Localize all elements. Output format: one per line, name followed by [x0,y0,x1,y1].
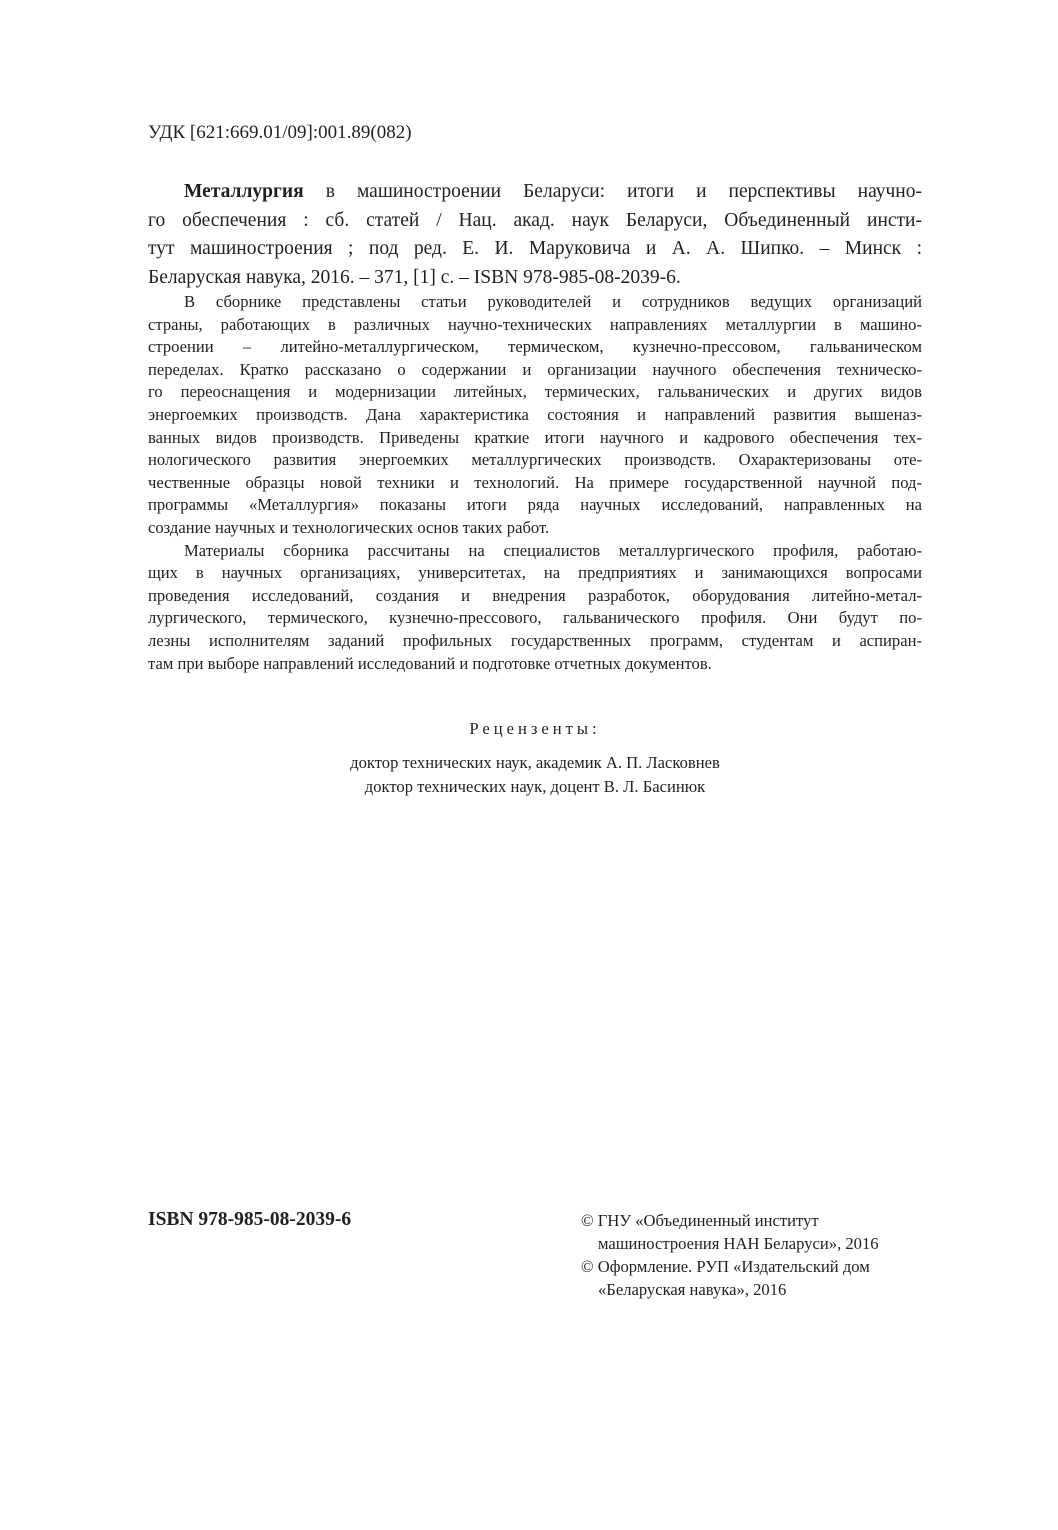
biblio-line-3: тут машиностроения ; под ред. Е. И. Маруковича и А. А. Шипко. – Минск : [148,238,922,259]
annotation-line: там при выборе направлений исследований и подготовке отчетных документов. [148,653,712,673]
annotation-line: Материалы сборника рассчитаны на специалистов металлургического профиля, работаю- [184,540,922,560]
annotation-line: страны, работающих в различных научно-технических направлениях металлургии в машино- [148,314,922,334]
reviewers-block [148,717,922,799]
book-title: Металлургия [184,181,304,202]
annotation-line: переделах. Кратко рассказано о содержании и организации научного обеспечения техническо- [148,359,922,379]
copyright-line-3: © Оформление. РУП «Издательский дом [581,1257,870,1276]
biblio-line-4: Беларуская навука, 2016. – 371, [1] с. – ISBN 978-985-08-2039-6. [148,266,681,288]
copyright-line-2: машиностроения НАН Беларуси», 2016 [598,1234,879,1253]
reviewer-1: доктор технических наук, академик А. П. Ласковнев [350,753,720,772]
copyright-line-1: © ГНУ «Объединенный институт [581,1211,819,1230]
udk-code: УДК [621:669.01/09]:001.89(082) [148,122,412,143]
annotation-line: щих в научных организациях, университетах, на предприятиях и занимающихся вопросами [148,563,922,583]
reviewers-heading: Рецензенты: [469,719,601,738]
annotation-line: проведения исследований, создания и внедрения разработок, оборудования литейно-метал- [148,585,922,605]
biblio-line-1-text: в машиностроении Беларуси: итоги и перспективы научно- [303,181,922,202]
annotation-line: В сборнике представлены статьи руководителей и сотрудников ведущих организаций [184,292,922,311]
annotation-line: лезны исполнителям заданий профильных государственных программ, студентам и аспиран- [148,630,922,650]
copyright-block [581,1209,879,1301]
biblio-line-2: го обеспечения : сб. статей / Нац. акад. наук Беларуси, Объединенный инсти- [148,209,922,231]
annotation-line: го переоснащения и модернизации литейных, термических, гальванических и других видов [148,382,922,402]
annotation-line: создание научных и технологических основ таких работ. [148,517,550,537]
biblio-line-1 [148,178,922,207]
annotation [148,291,922,675]
bibliographic-description [148,178,922,292]
annotation-line: энергоемких производств. Дана характеристика состояния и направлений развития вышеназ- [148,404,922,424]
copyright-line-4: «Беларуская навука», 2016 [598,1280,787,1299]
isbn: ISBN 978-985-08-2039-6 [148,1209,352,1230]
annotation-line: чественные образцы новой техники и технологий. На примере государственной научной под- [148,472,922,492]
annotation-line: строении – литейно-металлургическом, термическом, кузнечно-прессовом, гальваническом [148,337,922,357]
annotation-line: программы «Металлургия» показаны итоги ряда научных исследований, направленных на [148,495,922,515]
annotation-line: лургического, термического, кузнечно-прессового, гальванического профиля. Они будут по- [148,608,922,628]
annotation-line: нологического развития энергоемких металлургических производств. Охарактеризованы оте- [148,450,922,470]
reviewer-2: доктор технических наук, доцент В. Л. Басинюк [364,777,706,796]
annotation-line: ванных видов производств. Приведены краткие итоги научного и кадрового обеспечения тех- [148,427,922,447]
